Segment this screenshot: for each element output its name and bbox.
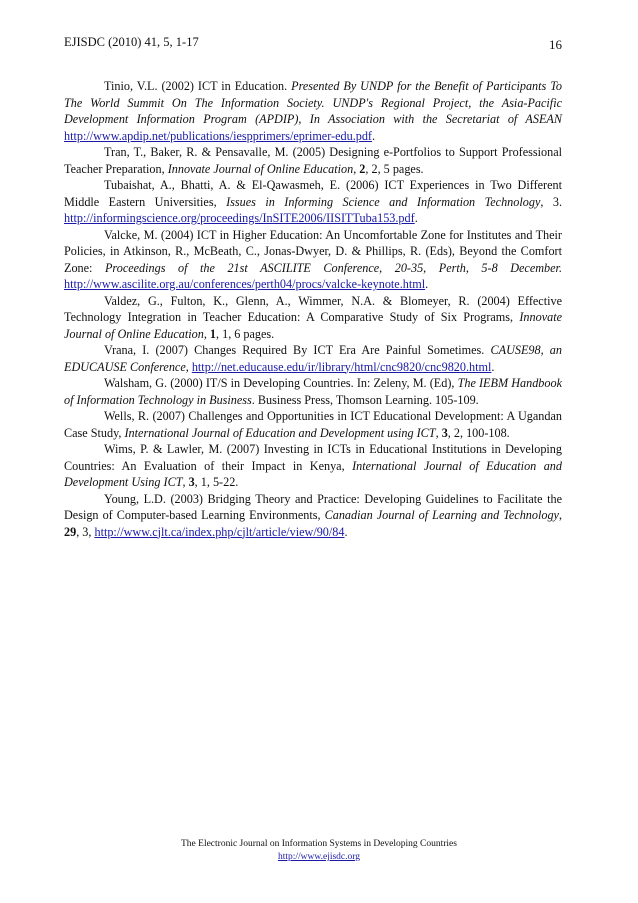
reference-link[interactable]: http://net.educause.edu/ir/library/html/cnc9820/cnc9820.html — [191, 359, 492, 374]
reference-title: Presented By UNDP for the Benefit of Participants To The World Summit On The Information Society. UNDP's Regional Project, the Asia-Pacific Development Information Program (APDIP), In Association with the Secretariat of ASEAN — [64, 79, 562, 126]
reference-title: Proceedings of the 21st ASCILITE Conference, 20-35, Perth, 5-8 December. — [104, 260, 562, 275]
reference-item — [64, 144, 562, 177]
reference-title: Canadian Journal of Learning and Technology — [324, 508, 559, 522]
reference-details: , 1, 5-22. — [194, 475, 239, 489]
reference-separator: , — [435, 425, 442, 440]
reference-punctuation: . — [425, 277, 429, 291]
reference-authors: Wells, R. (2007) Challenges and Opportunities in ICT Educational Development: A Ugandan Case Study, — [64, 409, 562, 440]
reference-title: CAUSE98, an EDUCAUSE Conference, — [64, 343, 562, 374]
reference-list — [64, 78, 562, 540]
reference-punctuation: . — [491, 359, 495, 374]
reference-punctuation: . — [344, 524, 348, 539]
reference-details: , 3, — [76, 524, 95, 539]
reference-title: The IEBM Handbook of Information Technology in Business — [64, 376, 562, 407]
reference-details: , 2, 100-108. — [447, 425, 510, 440]
reference-volume: 3 — [188, 475, 195, 489]
footer-journal-name: The Electronic Journal on Information Systems in Developing Countries — [181, 839, 457, 849]
reference-details: . Business Press, Thomson Learning. 105-109. — [251, 392, 479, 407]
reference-punctuation: . — [371, 128, 376, 143]
reference-title: Innovate Journal of Online Education — [167, 161, 354, 176]
reference-authors: Tinio, V.L. (2002) ICT in Education. — [104, 79, 292, 93]
reference-authors: Wims, P. & Lawler, M. (2007) Investing in ICTs in Educational Institutions in Developing Countries: An Evaluation of their Impact in Kenya, — [64, 442, 562, 473]
reference-details: , 1, 6 pages. — [216, 326, 275, 341]
reference-separator: , — [203, 326, 210, 341]
reference-volume: 2 — [359, 161, 366, 176]
reference-authors: Valdez, G., Fulton, K., Glenn, A., Wimmer, N.A. & Blomeyer, R. (2004) Effective Technology Integration in Teacher Education: A Comparative Study of Six Programs, — [64, 293, 562, 324]
reference-item — [64, 342, 562, 375]
reference-item — [64, 227, 562, 293]
reference-title: International Journal of Education and Development using ICT — [124, 425, 436, 440]
reference-link[interactable]: http://www.ascilite.org.au/conferences/perth04/procs/valcke-keynote.html — [64, 277, 426, 291]
reference-link[interactable]: http://www.apdip.net/publications/iespprimers/eprimer-edu.pdf — [64, 128, 372, 143]
reference-item — [64, 441, 562, 491]
reference-title: International Journal of Education and Development Using ICT — [64, 458, 562, 489]
reference-item — [64, 78, 562, 144]
reference-separator: , — [353, 161, 360, 176]
reference-authors: Young, L.D. (2003) Bridging Theory and Practice: Developing Guidelines to Facilitate the Design of Computer-based Learning Environments, — [64, 491, 562, 522]
reference-volume: 1 — [209, 326, 216, 341]
reference-separator: , — [558, 508, 563, 522]
reference-title: Innovate Journal of Online Education — [64, 310, 562, 341]
reference-authors: Walsham, G. (2000) IT/S in Developing Countries. In: Zeleny, M. (Ed), — [104, 376, 458, 390]
reference-volume: 3 — [441, 425, 448, 440]
reference-separator: , — [182, 475, 189, 489]
reference-details: , 2, 5 pages. — [365, 161, 424, 176]
page-number: 16 — [549, 37, 562, 52]
reference-link[interactable]: http://informingscience.org/proceedings/InSITE2006/IISITTuba153.pdf — [64, 211, 415, 225]
reference-punctuation: . — [414, 211, 418, 225]
reference-authors: Tran, T., Baker, R. & Pensavalle, M. (2005) Designing e-Portfolios to Support Professional Teacher Preparation, — [64, 145, 562, 176]
reference-link[interactable]: http://www.cjlt.ca/index.php/cjlt/article/view/90/84 — [94, 524, 345, 539]
footer-url-link[interactable]: http://www.ejisdc.org — [277, 852, 361, 862]
page-footer — [0, 838, 638, 864]
reference-authors: Valcke, M. (2004) ICT in Higher Education: An Uncomfortable Zone for Institutes and Their Policies, in Atkinson, R., McBeath, C., Jonas-Dwyer, D. & Phillips, R. (Eds), Beyond the Comfort Zone: — [64, 227, 562, 275]
reference-item — [64, 293, 562, 343]
reference-item — [64, 408, 562, 441]
reference-item — [64, 375, 562, 408]
reference-authors: Tubaishat, A., Bhatti, A. & El-Qawasmeh, E. (2006) ICT Experiences in Two Different Middle Eastern Universities, — [64, 178, 562, 209]
reference-item — [64, 491, 562, 541]
reference-volume: 29 — [64, 524, 77, 539]
reference-title: Issues in Informing Science and Information Technology — [226, 194, 541, 209]
reference-item — [64, 177, 562, 227]
reference-authors: Vrana, I. (2007) Changes Required By ICT Era Are Painful Sometimes. — [104, 343, 491, 357]
journal-citation: EJISDC (2010) 41, 5, 1-17 — [64, 35, 199, 49]
reference-details: , 3. — [540, 194, 563, 209]
